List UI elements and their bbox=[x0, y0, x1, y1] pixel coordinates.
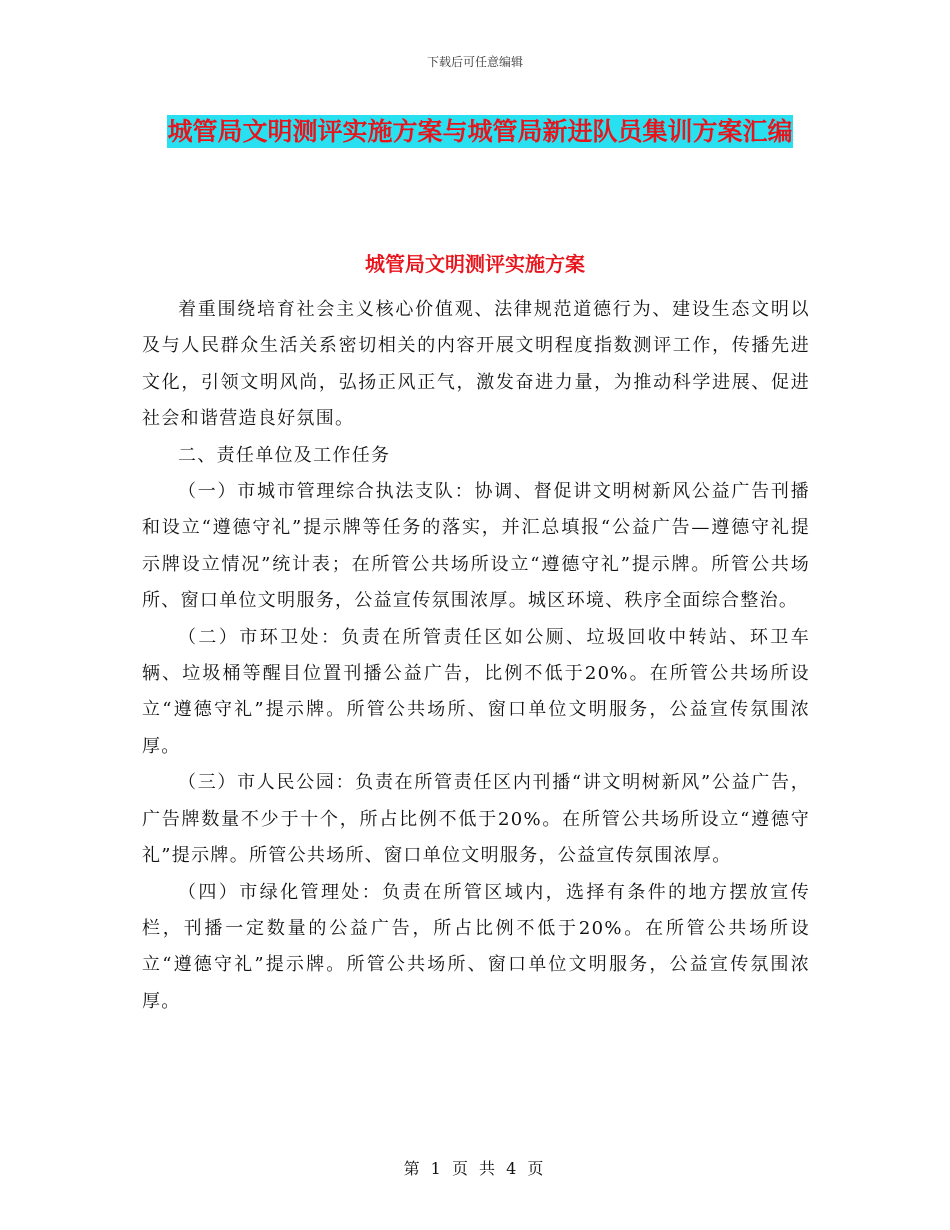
document-title bbox=[140, 108, 820, 156]
paragraph-item-4: （四）市绿化管理处：负责在所管区域内，选择有条件的地方摆放宣传栏，刊播一定数量的公益广告，所占比例不低于20%。在所管公共场所设立“遵德守礼”提示牌。所管公共场所、窗口单位文明服务，公益宣传氛围浓厚。 bbox=[142, 881, 810, 1012]
page-header-note: 下载后可任意编辑 bbox=[426, 55, 523, 69]
paragraph-item-3: （三）市人民公园：负责在所管责任区内刊播“讲文明树新风”公益广告，广告牌数量不少于十个，所占比例不低于20%。在所管公共场所设立“遵德守礼”提示牌。所管公共场所、窗口单位文明服务，公益宣传氛围浓厚。 bbox=[142, 772, 810, 867]
document-title-text: 城管局文明测评实施方案与城管局新进队员集训方案汇编 bbox=[167, 117, 793, 146]
section-title: 城管局文明测评实施方案 bbox=[365, 252, 585, 276]
paragraph-item-1: （一）市城市管理综合执法支队：协调、督促讲文明树新风公益广告刊播和设立“遵德守礼”提示牌等任务的落实，并汇总填报“公益广告—遵德守礼提示牌设立情况”统计表；在所管公共场所设立“遵德守礼”提示牌。所管公共场所、窗口单位文明服务，公益宣传氛围浓厚。城区环境、秩序全面综合整治。 bbox=[142, 481, 810, 612]
page-number-footer: 第 1 页 共 4 页 bbox=[403, 1159, 547, 1178]
paragraph-heading-responsibilities: 二、责任单位及工作任务 bbox=[178, 444, 391, 466]
paragraph-item-2: （二）市环卫处：负责在所管责任区如公厕、垃圾回收中转站、环卫车辆、垃圾桶等醒目位置刊播公益广告，比例不低于20%。在所管公共场所设立“遵德守礼”提示牌。所管公共场所、窗口单位文明服务，公益宣传氛围浓厚。 bbox=[142, 626, 810, 757]
document-body bbox=[142, 292, 810, 1020]
paragraph-intro: 着重围绕培育社会主义核心价值观、法律规范道德行为、建设生态文明以及与人民群众生活关系密切相关的内容开展文明程度指数测评工作，传播先进文化，引领文明风尚，弘扬正风正气，激发奋进力量，为推动科学进展、促进社会和谐营造良好氛围。 bbox=[142, 299, 810, 430]
